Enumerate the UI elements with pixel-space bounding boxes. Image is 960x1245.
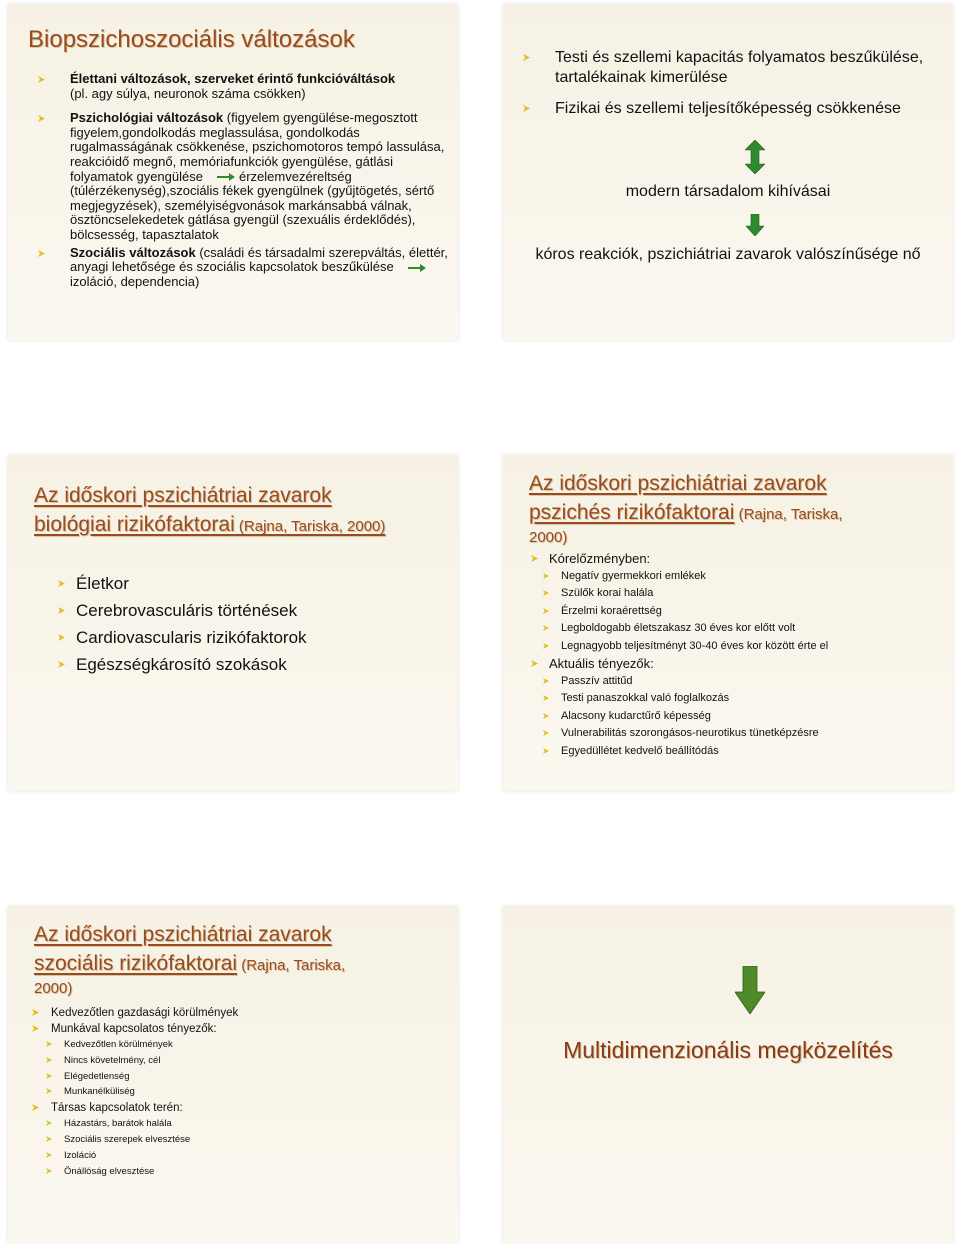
group-heading bbox=[32, 1021, 447, 1037]
item-text: Életkor bbox=[76, 574, 129, 593]
list-item bbox=[32, 1132, 447, 1148]
arrowhead-bullet-icon bbox=[58, 607, 65, 614]
slide-title bbox=[34, 920, 345, 998]
title-text: szociális rizikófaktorai bbox=[34, 952, 238, 975]
arrowhead-bullet-icon bbox=[32, 1025, 39, 1032]
item-text: Alacsony kudarctűrő képesség bbox=[561, 709, 711, 722]
slide-multidimenzionalis bbox=[503, 906, 953, 1242]
risk-factor-list bbox=[58, 570, 307, 678]
bullet-text: Testi és szellemi kapacitás folyamatos beszűkülése, tartalékainak kimerülése bbox=[555, 49, 924, 86]
arrowhead-bullet-icon bbox=[543, 695, 549, 701]
item-text: Legboldogabb életszakasz 30 éves kor előtt volt bbox=[561, 622, 796, 634]
risk-factor-list bbox=[32, 1005, 447, 1179]
arrowhead-bullet-icon bbox=[46, 1057, 52, 1063]
arrowhead-bullet-icon bbox=[58, 580, 65, 587]
center-text: kóros reakciók, pszichiátriai zavarok valószínűsége nő bbox=[535, 246, 921, 263]
item-text: Érzelmi koraérettség bbox=[561, 604, 662, 617]
right-arrow-icon bbox=[217, 173, 235, 181]
slide-szocialis-rizikofaktorok bbox=[8, 906, 458, 1242]
item-text: Kedvezőtlen körülmények bbox=[64, 1039, 173, 1050]
slide-title: Biopszichoszociális változások bbox=[28, 26, 355, 53]
item-text: Házastárs, barátok halála bbox=[64, 1118, 172, 1130]
group-label: Aktuális tényezők: bbox=[549, 656, 654, 671]
arrowhead-bullet-icon bbox=[46, 1088, 52, 1094]
item-text: Negatív gyermekkori emlékek bbox=[561, 569, 706, 582]
group-label: Munkával kapcsolatos tényezők: bbox=[51, 1023, 217, 1035]
item-text: Legnagyobb teljesítményt 30-40 éves kor között érte el bbox=[561, 639, 829, 652]
title-reference-year: 2000) bbox=[529, 529, 568, 546]
arrowhead-bullet-icon bbox=[32, 1009, 39, 1016]
item-text: Nincs követelmény, cél bbox=[64, 1054, 161, 1066]
risk-factor-list bbox=[531, 550, 946, 760]
arrowhead-bullet-icon bbox=[543, 608, 549, 614]
item-text: Passzív attitűd bbox=[561, 674, 633, 687]
arrowhead-bullet-icon bbox=[531, 555, 538, 562]
title-reference: (Rajna, Tariska, 2000) bbox=[234, 518, 386, 535]
item-text: Önállóság elvesztése bbox=[64, 1165, 155, 1177]
group-label: Kórelőzményben: bbox=[549, 551, 651, 566]
title-reference-year: 2000) bbox=[34, 980, 73, 997]
arrowhead-bullet-icon bbox=[58, 634, 65, 641]
bullet-text: (családi és társadalmi szerepváltás, élettér, anyagi lehetősége és szociális kapcsolatok beszűkülése bbox=[70, 244, 448, 275]
title-line: Az időskori pszichiátriai zavarok bbox=[34, 923, 332, 946]
item-text: Munkanélküliség bbox=[64, 1086, 135, 1098]
bullet-text: Élettani változások, szerveket érintő funkcióváltások bbox=[70, 71, 396, 86]
arrowhead-bullet-icon bbox=[38, 115, 45, 122]
arrowhead-bullet-icon bbox=[543, 590, 549, 596]
arrowhead-bullet-icon bbox=[38, 76, 45, 83]
list-item bbox=[32, 1084, 447, 1100]
arrowhead-bullet-icon bbox=[32, 1104, 39, 1111]
slide-kapacitas bbox=[503, 4, 953, 340]
list-item bbox=[32, 1164, 447, 1180]
arrowhead-bullet-icon bbox=[46, 1168, 52, 1174]
title-text: biológiai rizikófaktorai bbox=[34, 513, 235, 536]
item-text: Elégedetlenség bbox=[64, 1070, 130, 1082]
arrowhead-bullet-icon bbox=[523, 105, 530, 112]
list-item bbox=[58, 651, 307, 678]
list-item bbox=[523, 48, 943, 88]
list-item bbox=[531, 708, 946, 726]
arrowhead-bullet-icon bbox=[46, 1152, 52, 1158]
bullet-subtext: (pl. agy súlya, neuronok száma csökken) bbox=[70, 85, 306, 101]
item-text: Izoláció bbox=[64, 1149, 97, 1161]
list-item bbox=[38, 246, 453, 290]
group-heading bbox=[531, 550, 946, 568]
title-reference: (Rajna, Tariska, bbox=[734, 506, 843, 523]
title-line: Az időskori pszichiátriai zavarok bbox=[529, 472, 827, 495]
slide-biologiai-rizikofaktorok bbox=[8, 455, 458, 791]
list-item bbox=[531, 725, 946, 743]
item-text: Szociális szerepek elvesztése bbox=[64, 1133, 191, 1145]
arrowhead-bullet-icon bbox=[531, 660, 538, 667]
list-item bbox=[58, 597, 307, 624]
list-item bbox=[38, 72, 453, 101]
list-item bbox=[38, 111, 453, 242]
list-item bbox=[58, 624, 307, 651]
right-arrow-icon bbox=[408, 264, 426, 272]
down-arrow-icon bbox=[746, 214, 764, 241]
list-item bbox=[531, 673, 946, 691]
slide-biopszichoszocialis bbox=[8, 4, 458, 340]
list-item bbox=[531, 585, 946, 603]
item-text: Egészségkárosító szokások bbox=[76, 655, 287, 674]
bullet-heading: Szociális változások bbox=[70, 244, 196, 260]
item-text: Egyedüllétet kedvelő beállítódás bbox=[561, 744, 719, 757]
item-text: Kedvezőtlen gazdasági körülmények bbox=[51, 1007, 239, 1019]
arrowhead-bullet-icon bbox=[543, 625, 549, 631]
list-item bbox=[32, 1053, 447, 1069]
title-line bbox=[529, 498, 843, 529]
list-item bbox=[531, 603, 946, 621]
bullet-text-continued: érzelemvezéreltség (túlérzékenység),szociális fékek gyengülnek (gyűjtögetés, sértő megjegyzések), személyiségvonások markánsabbá válnak, ösztöncselekedetek gátlása gyengül (szexuális érdeklődés), bölcsesség, tapasztalatok bbox=[70, 168, 435, 242]
item-text: Szülők korai halála bbox=[561, 587, 654, 599]
up-down-arrow-icon bbox=[745, 140, 765, 179]
arrowhead-bullet-icon bbox=[523, 54, 530, 61]
arrowhead-bullet-icon bbox=[543, 748, 549, 754]
title-text: pszichés rizikófaktorai bbox=[529, 501, 735, 524]
slide-title bbox=[529, 469, 843, 547]
list-item bbox=[531, 620, 946, 638]
list-item bbox=[32, 1005, 447, 1021]
arrowhead-bullet-icon bbox=[543, 573, 549, 579]
arrowhead-bullet-icon bbox=[38, 250, 45, 257]
group-heading bbox=[531, 655, 946, 673]
list-item bbox=[531, 568, 946, 586]
list-item bbox=[32, 1069, 447, 1085]
item-text: Cardiovascularis rizikófaktorok bbox=[76, 628, 307, 647]
title-line bbox=[34, 510, 385, 541]
arrowhead-bullet-icon bbox=[46, 1041, 52, 1047]
title-line: Az időskori pszichiátriai zavarok bbox=[34, 484, 332, 507]
list-item bbox=[523, 99, 943, 119]
arrowhead-bullet-icon bbox=[543, 713, 549, 719]
arrowhead-bullet-icon bbox=[543, 678, 549, 684]
list-item bbox=[531, 638, 946, 656]
title-reference: (Rajna, Tariska, bbox=[237, 957, 346, 974]
list-item bbox=[531, 690, 946, 708]
down-arrow-icon bbox=[735, 966, 765, 1019]
group-heading bbox=[32, 1100, 447, 1116]
list-item bbox=[58, 570, 307, 597]
item-text: Cerebrovasculáris történések bbox=[76, 601, 298, 620]
arrowhead-bullet-icon bbox=[543, 643, 549, 649]
list-item bbox=[32, 1116, 447, 1132]
slide-psziches-rizikofaktorok bbox=[503, 455, 953, 791]
bullet-text: Fizikai és szellemi teljesítőképesség csökkenése bbox=[555, 100, 901, 117]
arrowhead-bullet-icon bbox=[58, 661, 65, 668]
bullet-text-continued: izoláció, dependencia) bbox=[70, 273, 200, 289]
group-label: Társas kapcsolatok terén: bbox=[51, 1102, 183, 1115]
arrowhead-bullet-icon bbox=[543, 730, 549, 736]
arrowhead-bullet-icon bbox=[46, 1073, 52, 1079]
list-item bbox=[32, 1148, 447, 1164]
bullet-heading: Pszichológiai változások bbox=[70, 110, 224, 126]
list-item bbox=[531, 743, 946, 761]
main-statement: Multidimenzionális megközelítés bbox=[563, 1037, 893, 1063]
item-text: Testi panaszokkal való foglalkozás bbox=[561, 692, 730, 704]
arrowhead-bullet-icon bbox=[46, 1120, 52, 1126]
bullet-text: (figyelem gyengülése-megosztott figyelem,gondolkodás meglassulása, gondolkodás rugalmasságának csökkenése, pszichomotoros tempó lassulása, reakcióidő megnő, memóriafunkciók gyengülése, gátlási folyamatok gyengülése bbox=[70, 110, 445, 184]
list-item bbox=[32, 1037, 447, 1053]
arrowhead-bullet-icon bbox=[46, 1136, 52, 1142]
slide-title bbox=[34, 481, 385, 541]
item-text: Vulnerabilitás szorongásos-neurotikus tünetképzésre bbox=[561, 727, 819, 739]
center-text: modern társadalom kihívásai bbox=[625, 183, 831, 200]
title-line bbox=[34, 949, 345, 980]
slide-body bbox=[38, 72, 453, 289]
